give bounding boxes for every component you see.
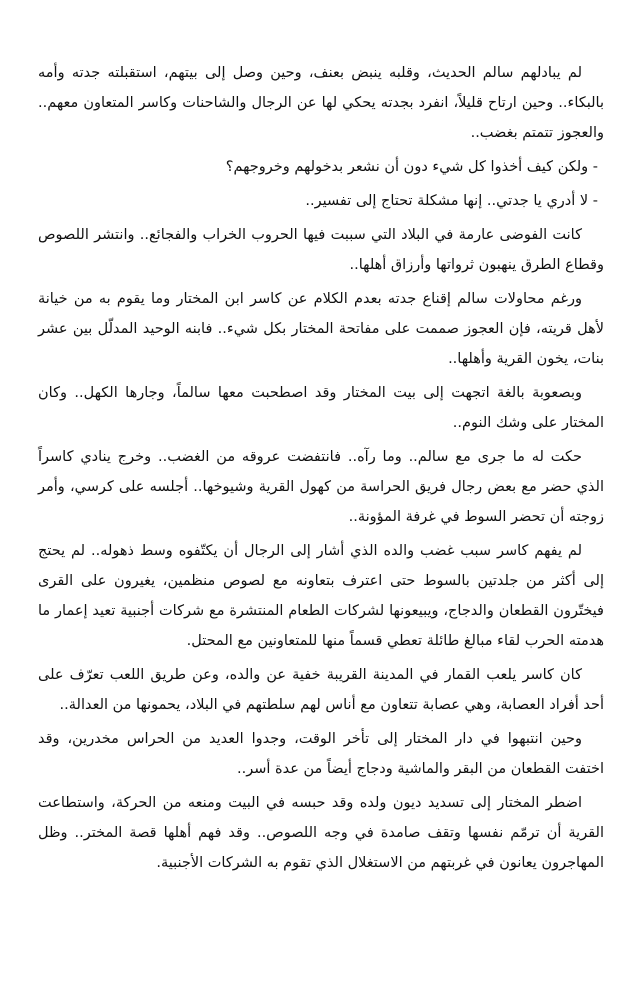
paragraph-7: كان كاسر يلعب القمار في المدينة القريبة خفية عن والده، وعن طريق اللعب تعرّف على أحد أفراد العصابة، وهي عصابة تتعاون مع أناس لهم سلطتهم في البلاد، يحمونها من العدالة.. [38, 667, 604, 713]
paragraph-3: ورغم محاولات سالم إقناع جدته بعدم الكلام عن كاسر ابن المختار وما يقوم به من خيانة لأهل قريته، فإن العجوز صممت على مفاتحة المختار بكل شيء.. فابنه الوحيد المدلّل بين عشر بنات، يخون القرية وأهلها.. [38, 291, 604, 367]
dialog-line-1: - ولكن كيف أخذوا كل شيء دون أن نشعر بدخولهم وخروجهم؟ [225, 159, 598, 175]
dialog-line-2: - لا أدري يا جدتي.. إنها مشكلة تحتاج إلى تفسير.. [305, 193, 598, 209]
paragraph-4: وبصعوبة بالغة اتجهت إلى بيت المختار وقد اصطحبت معها سالماً، وجارها الكهل.. وكان المختار على وشك النوم.. [38, 385, 604, 431]
document-page [38, 58, 604, 882]
paragraph-8: وحين انتبهوا في دار المختار إلى تأخر الوقت، وجدوا العديد من الحراس مخدرين، وقد اختفت القطعان من البقر والماشية ودجاج أيضاً من عدة أسر.. [38, 731, 604, 777]
paragraph-1: لم يبادلهم سالم الحديث، وقلبه ينبض بعنف، وحين وصل إلى بيتهم، استقبلته جدته وأمه بالبكاء.. وحين ارتاح قليلاً، انفرد بجدته يحكي لها عن الرجال والشاحنات وكاسر المتعاون معهم.. والعجوز تتمتم بغضب.. [38, 65, 604, 141]
paragraph-9: اضطر المختار إلى تسديد ديون ولده وقد حبسه في البيت ومنعه من الحركة، واستطاعت القرية أن ترمّم نفسها وتقف صامدة في وجه اللصوص.. وقد فهم أهلها قصة المختر.. وظل المهاجرون يعانون في غربتهم من الاستغلال الذي تقوم به الشركات الأجنبية. [38, 795, 604, 871]
paragraph-2: كانت الفوضى عارمة في البلاد التي سببت فيها الحروب الخراب والفجائع.. وانتشر اللصوص وقطاع الطرق ينهبون ثرواتها وأرزاق أهلها.. [38, 227, 604, 273]
paragraph-6: لم يفهم كاسر سبب غضب والده الذي أشار إلى الرجال أن يكتّفوه وسط ذهوله.. لم يحتج إلى أكثر من جلدتين بالسوط حتى اعترف بتعاونه مع لصوص منظمين، يغيرون على القرى فيختّرون القطعان والدجاج، ويبيعونها لشركات الطعام المنتشرة مع شركات أجنبية تعيد إعمار ما هدمته الحرب لقاء مبالغ طائلة تعطي قسماً منها للمتعاونين مع المحتل. [38, 543, 604, 649]
paragraph-5: حكت له ما جرى مع سالم.. وما رآه.. فانتفضت عروقه من الغضب.. وخرج ينادي كاسراً الذي حضر مع بعض رجال فريق الحراسة من كهول القرية وشيوخها.. أجلسه على كرسي، وأمر زوجته أن تحضر السوط في غرفة المؤونة.. [38, 449, 604, 525]
